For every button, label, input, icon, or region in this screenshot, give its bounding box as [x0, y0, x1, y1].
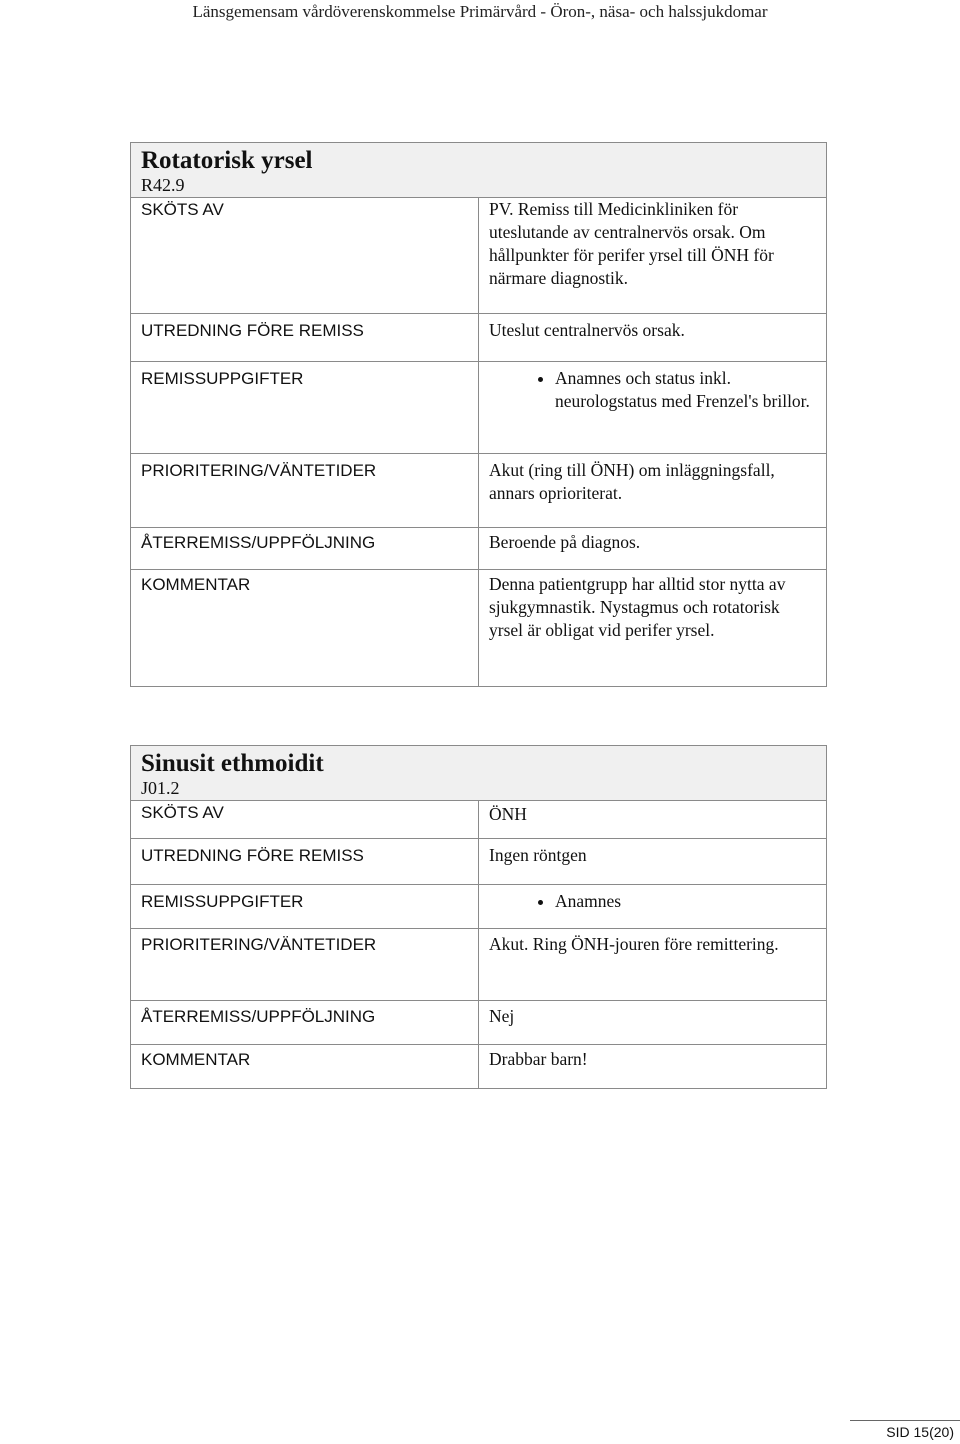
value-prioritering: Akut (ring till ÖNH) om inläggningsfall, annars oprioriterat.: [479, 454, 827, 528]
list-item: • Anamnes: [555, 890, 816, 913]
value-remissuppgifter: [479, 362, 827, 454]
value-skots-av: ÖNH: [479, 801, 827, 839]
page-number: SID 15(20): [886, 1424, 954, 1440]
value-aterremiss: Beroende på diagnos.: [479, 528, 827, 570]
card-title: Rotatorisk yrsel: [141, 147, 313, 174]
label-remissuppgifter: REMISSUPPGIFTER: [131, 362, 479, 454]
card-title-cell: [131, 746, 827, 801]
card-sinusit-ethmoidit: [130, 745, 827, 1089]
label-remissuppgifter: REMISSUPPGIFTER: [131, 885, 479, 929]
label-kommentar: KOMMENTAR: [131, 1045, 479, 1089]
diagnosis-code: R42.9: [141, 175, 185, 195]
value-utredning: Uteslut centralnervös orsak.: [479, 314, 827, 362]
diagnosis-code: J01.2: [141, 778, 180, 798]
label-skots-av: SKÖTS AV: [131, 198, 479, 314]
page-header: Länsgemensam vårdöverenskommelse Primärvård - Öron-, näsa- och halssjukdomar: [192, 2, 768, 21]
value-aterremiss: Nej: [479, 1001, 827, 1045]
list-item: • Anamnes och status inkl. neurologstatus med Frenzel's brillor.: [555, 367, 816, 413]
value-kommentar: Denna patientgrupp har alltid stor nytta av sjukgymnastik. Nystagmus och rotatorisk yrsel är obligat vid perifer yrsel.: [479, 570, 827, 687]
remiss-bullet-list: [489, 890, 816, 913]
value-utredning: Ingen röntgen: [479, 839, 827, 885]
value-remissuppgifter: [479, 885, 827, 929]
label-utredning: UTREDNING FÖRE REMISS: [131, 314, 479, 362]
value-prioritering: Akut. Ring ÖNH-jouren före remittering.: [479, 929, 827, 1001]
label-kommentar: KOMMENTAR: [131, 570, 479, 687]
label-skots-av: SKÖTS AV: [131, 801, 479, 839]
page-footer: [0, 1420, 960, 1444]
label-aterremiss: ÅTERREMISS/UPPFÖLJNING: [131, 528, 479, 570]
value-skots-av: PV. Remiss till Medicinkliniken för uteslutande av centralnervös orsak. Om hållpunkter för perifer yrsel till ÖNH för närmare diagnostik.: [479, 198, 827, 314]
card-title-cell: [131, 143, 827, 198]
footer-rule: [850, 1420, 960, 1421]
label-utredning: UTREDNING FÖRE REMISS: [131, 839, 479, 885]
label-prioritering: PRIORITERING/VÄNTETIDER: [131, 454, 479, 528]
card-rotatorisk-yrsel: [130, 142, 827, 687]
label-prioritering: PRIORITERING/VÄNTETIDER: [131, 929, 479, 1001]
remiss-bullet-list: [489, 367, 816, 413]
card-title: Sinusit ethmoidit: [141, 750, 324, 777]
label-aterremiss: ÅTERREMISS/UPPFÖLJNING: [131, 1001, 479, 1045]
value-kommentar: Drabbar barn!: [479, 1045, 827, 1089]
